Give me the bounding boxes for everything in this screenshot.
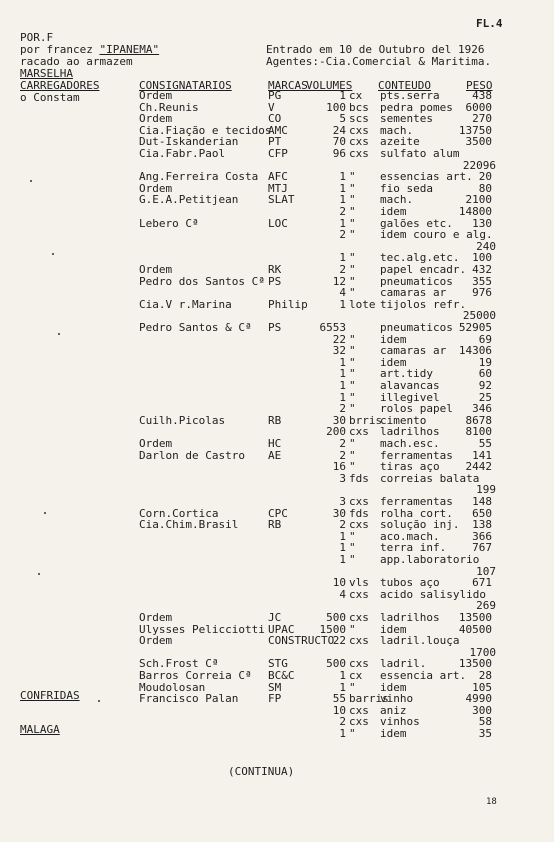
content-cell: tijolos refr. xyxy=(380,298,467,311)
volume-unit-cell: cxs xyxy=(349,135,369,148)
weight-cell: 650 xyxy=(472,507,492,520)
volume-unit-cell: cxs xyxy=(349,657,369,670)
volume-unit-cell: " xyxy=(349,275,356,288)
content-cell: terra inf. xyxy=(380,541,447,554)
manifest-row xyxy=(0,380,554,392)
consignee-cell: Ch.Reunis xyxy=(139,101,199,114)
mark-cell: CFP xyxy=(268,147,288,160)
volume-qty-cell: 200 xyxy=(326,425,346,438)
volume-qty-cell: 16 xyxy=(332,460,346,473)
weight-cell: 13750 xyxy=(458,124,492,137)
volume-unit-cell: " xyxy=(349,379,356,392)
volume-qty-cell: 6553 xyxy=(319,321,346,334)
content-cell: ladrilhos xyxy=(380,425,440,438)
weight-cell: 4990 xyxy=(465,692,492,705)
content-cell: ladril. xyxy=(380,657,427,670)
consignee-cell: G.E.A.Petitjean xyxy=(139,193,239,206)
mark-cell: Philip xyxy=(268,298,308,311)
content-cell: mach. xyxy=(380,124,414,137)
volume-unit-cell: " xyxy=(349,553,356,566)
content-cell: pneumaticos xyxy=(380,275,453,288)
volume-unit-cell: " xyxy=(349,402,356,415)
col-conteudo: CONTEUDO xyxy=(378,79,431,92)
mark-cell: LOC xyxy=(268,217,288,230)
volume-unit-cell: cxs xyxy=(349,518,369,531)
weight-cell: 105 xyxy=(472,681,492,694)
mark-cell: UPAC xyxy=(268,623,295,636)
volume-unit-cell: " xyxy=(349,449,356,462)
content-cell: vinho xyxy=(380,692,414,705)
content-cell: camaras ar xyxy=(380,344,447,357)
volume-unit-cell: cx xyxy=(349,89,363,102)
consignee-cell: Ordem xyxy=(139,611,173,624)
col-carregadores: CARREGADORES xyxy=(20,79,100,92)
consignee-cell: Ordem xyxy=(139,182,173,195)
col-peso: PESO xyxy=(466,79,493,92)
content-cell: ferramentas xyxy=(380,449,453,462)
weight-cell: 58 xyxy=(478,715,492,728)
mark-cell: AFC xyxy=(268,170,288,183)
volume-qty-cell: 96 xyxy=(332,147,346,160)
weight-cell: 100 xyxy=(472,251,492,264)
weight-cell: 366 xyxy=(472,530,492,543)
volume-unit-cell: cxs xyxy=(349,588,369,601)
content-cell: aco.mach. xyxy=(380,530,440,543)
manifest-row xyxy=(0,368,554,380)
weight-cell: 19 xyxy=(478,356,492,369)
mark-cell: CONSTRUCTO xyxy=(268,634,335,647)
volume-qty-cell: 1 xyxy=(339,681,346,694)
volume-qty-cell: 24 xyxy=(332,124,346,137)
volume-qty-cell: 10 xyxy=(332,576,346,589)
consignee-cell: Pedro Santos & Cª xyxy=(139,321,252,334)
weight-cell: 35 xyxy=(478,727,492,740)
manifest-row xyxy=(0,519,554,531)
volume-unit-cell: cx xyxy=(349,669,363,682)
margin-dot xyxy=(44,512,46,514)
volume-unit-cell: cxs xyxy=(349,425,369,438)
consignee-cell: Ang.Ferreira Costa xyxy=(139,170,259,183)
content-cell: idem xyxy=(380,356,407,369)
weight-cell: 438 xyxy=(472,89,492,102)
weight-cell: 13500 xyxy=(458,657,492,670)
volume-qty-cell: 1 xyxy=(339,367,346,380)
mark-cell: FP xyxy=(268,692,282,705)
subtotal-cell: 25000 xyxy=(462,309,496,322)
content-cell: illegivel xyxy=(380,391,440,404)
content-cell: idem xyxy=(380,333,407,346)
header-line-1: POR.F xyxy=(20,31,54,44)
mark-cell: JC xyxy=(268,611,282,624)
volume-unit-cell: cxs xyxy=(349,634,369,647)
content-cell: papel encadr. xyxy=(380,263,467,276)
volume-qty-cell: 2 xyxy=(339,205,346,218)
mark-cell: RK xyxy=(268,263,282,276)
mark-cell: CO xyxy=(268,112,282,125)
mark-cell: RB xyxy=(268,518,282,531)
col-volumes: VOLUMES xyxy=(306,79,353,92)
volume-unit-cell: " xyxy=(349,193,356,206)
weight-cell: 355 xyxy=(472,275,492,288)
header-line-3: racado ao armazem xyxy=(20,55,133,68)
consignee-cell: Ordem xyxy=(139,263,173,276)
weight-cell: 60 xyxy=(478,367,492,380)
page-number: FL.4 xyxy=(476,17,503,30)
weight-cell: 69 xyxy=(478,333,492,346)
weight-cell: 976 xyxy=(472,286,492,299)
weight-cell: 130 xyxy=(472,217,492,230)
volume-unit-cell: " xyxy=(349,217,356,230)
header-line-2-prefix: por francez xyxy=(20,43,100,56)
weight-cell: 52905 xyxy=(458,321,492,334)
weight-cell: 148 xyxy=(472,495,492,508)
content-cell: tec.alg.etc. xyxy=(380,251,460,264)
content-cell: idem xyxy=(380,205,407,218)
port-second: CONFRIDAS xyxy=(20,689,80,702)
mark-cell: PS xyxy=(268,321,282,334)
volume-qty-cell: 1 xyxy=(339,530,346,543)
mark-cell: PS xyxy=(268,275,282,288)
volume-qty-cell: 3 xyxy=(339,495,346,508)
mark-cell: AMC xyxy=(268,124,288,137)
weight-cell: 300 xyxy=(472,704,492,717)
continua-label: (CONTINUA) xyxy=(228,765,295,778)
volume-qty-cell: 1 xyxy=(339,217,346,230)
entry-date: Entrado em 10 de Outubro del 1926 xyxy=(266,43,485,56)
weight-cell: 92 xyxy=(478,379,492,392)
volume-unit-cell: " xyxy=(349,530,356,543)
weight-cell: 432 xyxy=(472,263,492,276)
volume-unit-cell: lote xyxy=(349,298,376,311)
subtotal-cell: 199 xyxy=(476,483,496,496)
volume-qty-cell: 2 xyxy=(339,518,346,531)
volume-qty-cell: 1 xyxy=(339,89,346,102)
weight-cell: 671 xyxy=(472,576,492,589)
weight-cell: 2442 xyxy=(465,460,492,473)
margin-dot xyxy=(58,333,60,335)
weight-cell: 3500 xyxy=(465,135,492,148)
weight-cell: 80 xyxy=(478,182,492,195)
volume-qty-cell: 1 xyxy=(339,170,346,183)
consignee-cell: Dut-Iskanderian xyxy=(139,135,239,148)
weight-cell: 767 xyxy=(472,541,492,554)
content-cell: solução inj. xyxy=(380,518,460,531)
content-cell: mach.esc. xyxy=(380,437,440,450)
margin-dot xyxy=(38,573,40,575)
volume-unit-cell: " xyxy=(349,344,356,357)
consignee-cell: Cia.V r.Marina xyxy=(139,298,232,311)
volume-unit-cell: cxs xyxy=(349,495,369,508)
consignee-cell: Ordem xyxy=(139,112,173,125)
consignee-cell: Ordem xyxy=(139,437,173,450)
weight-cell: 13500 xyxy=(458,611,492,624)
volume-qty-cell: 30 xyxy=(332,507,346,520)
volume-qty-cell: 1 xyxy=(339,298,346,311)
volume-qty-cell: 70 xyxy=(332,135,346,148)
content-cell: fio seda xyxy=(380,182,433,195)
content-cell: aniz xyxy=(380,704,407,717)
volume-unit-cell: " xyxy=(349,541,356,554)
mark-cell: V xyxy=(268,101,275,114)
volume-qty-cell: 4 xyxy=(339,286,346,299)
mark-cell: BC&C xyxy=(268,669,295,682)
col-marcas: MARCAS xyxy=(268,79,308,92)
volume-unit-cell: fds xyxy=(349,507,369,520)
consignee-cell: Sch.Frost Cª xyxy=(139,657,219,670)
manifest-row xyxy=(0,728,554,740)
volume-qty-cell: 1 xyxy=(339,553,346,566)
volume-qty-cell: 3 xyxy=(339,472,346,485)
mark-cell: HC xyxy=(268,437,282,450)
content-cell: idem xyxy=(380,727,407,740)
content-cell: camaras ar xyxy=(380,286,447,299)
subtotal-cell: 240 xyxy=(476,240,496,253)
weight-cell: 6000 xyxy=(465,101,492,114)
weight-cell: 8678 xyxy=(465,414,492,427)
volume-qty-cell: 2 xyxy=(339,228,346,241)
content-cell: idem xyxy=(380,681,407,694)
volume-qty-cell: 500 xyxy=(326,611,346,624)
content-cell: correias balata xyxy=(380,472,480,485)
volume-unit-cell: " xyxy=(349,727,356,740)
weight-cell: 20 xyxy=(478,170,492,183)
volume-qty-cell: 1 xyxy=(339,356,346,369)
volume-qty-cell: 55 xyxy=(332,692,346,705)
volume-unit-cell: " xyxy=(349,460,356,473)
mark-cell: CPC xyxy=(268,507,288,520)
ship-name: "IPANEMA" xyxy=(99,43,160,56)
volume-qty-cell: 1 xyxy=(339,727,346,740)
content-cell: ladril.louça xyxy=(380,634,460,647)
volume-qty-cell: 2 xyxy=(339,715,346,728)
weight-cell: 8100 xyxy=(465,425,492,438)
volume-unit-cell: barris xyxy=(349,692,389,705)
manifest-row xyxy=(0,345,554,357)
volume-unit-cell: " xyxy=(349,263,356,276)
consignee-cell: Cia.Fiação e tecidos xyxy=(139,124,272,137)
volume-qty-cell: 2 xyxy=(339,449,346,462)
mark-cell: STG xyxy=(268,657,288,670)
content-cell: pneumaticos xyxy=(380,321,453,334)
subtotal-cell: 269 xyxy=(476,599,496,612)
weight-cell: 14306 xyxy=(458,344,492,357)
consignee-cell: Cia.Chim.Brasil xyxy=(139,518,239,531)
content-cell: cimento xyxy=(380,414,427,427)
weight-cell: 40500 xyxy=(458,623,492,636)
weight-cell: 2100 xyxy=(465,193,492,206)
manifest-row xyxy=(0,484,554,496)
volume-qty-cell: 2 xyxy=(339,263,346,276)
content-cell: essencia art. xyxy=(380,669,467,682)
content-cell: tubos aço xyxy=(380,576,440,589)
content-cell: pts.serra xyxy=(380,89,440,102)
volume-qty-cell: 1 xyxy=(339,391,346,404)
carregador-name: o Constam xyxy=(20,91,80,104)
mark-cell: AE xyxy=(268,449,282,462)
volume-qty-cell: 100 xyxy=(326,101,346,114)
margin-dot xyxy=(30,180,32,182)
content-cell: mach. xyxy=(380,193,414,206)
weight-cell: 28 xyxy=(478,669,492,682)
content-cell: tiras aço xyxy=(380,460,440,473)
manifest-row xyxy=(0,554,554,566)
agents: Agentes:-Cia.Comercial & Maritima. xyxy=(266,55,492,68)
col-consignatarios: CONSIGNATARIOS xyxy=(139,79,232,92)
mark-cell: RB xyxy=(268,414,282,427)
consignee-cell: Pedro dos Santos Cª xyxy=(139,275,265,288)
content-cell: app.laboratorio xyxy=(380,553,480,566)
volume-unit-cell: cxs xyxy=(349,704,369,717)
consignee-cell: Darlon de Castro xyxy=(139,449,245,462)
content-cell: azeite xyxy=(380,135,420,148)
weight-cell: 14800 xyxy=(458,205,492,218)
consignee-cell: Francisco Palan xyxy=(139,692,239,705)
weight-cell: 138 xyxy=(472,518,492,531)
consignee-cell: Ulysses Pelicciotti xyxy=(139,623,265,636)
volume-unit-cell: " xyxy=(349,170,356,183)
content-cell: vinhos xyxy=(380,715,420,728)
content-cell: rolha cort. xyxy=(380,507,453,520)
mark-cell: PG xyxy=(268,89,282,102)
volume-qty-cell: 1 xyxy=(339,182,346,195)
volume-qty-cell: 1 xyxy=(339,379,346,392)
consignee-cell: Ordem xyxy=(139,89,173,102)
volume-unit-cell: " xyxy=(349,356,356,369)
content-cell: idem xyxy=(380,623,407,636)
content-cell: acido salisylido xyxy=(380,588,486,601)
consignee-cell: Cuilh.Picolas xyxy=(139,414,226,427)
content-cell: idem couro e alg. xyxy=(380,228,493,241)
consignee-cell: Moudolosan xyxy=(139,681,206,694)
content-cell: alavancas xyxy=(380,379,440,392)
volume-unit-cell: " xyxy=(349,391,356,404)
volume-unit-cell: scs xyxy=(349,112,369,125)
volume-qty-cell: 32 xyxy=(332,344,346,357)
consignee-cell: Corn.Cortica xyxy=(139,507,219,520)
volume-unit-cell: cxs xyxy=(349,715,369,728)
volume-unit-cell: " xyxy=(349,286,356,299)
manifest-row xyxy=(0,693,554,705)
content-cell: rolos papel xyxy=(380,402,453,415)
port-malaga: MALAGA xyxy=(20,723,60,736)
volume-qty-cell: 2 xyxy=(339,402,346,415)
content-cell: art.tidy xyxy=(380,367,433,380)
volume-unit-cell: " xyxy=(349,182,356,195)
consignee-cell: Ordem xyxy=(139,634,173,647)
volume-unit-cell: " xyxy=(349,623,356,636)
volume-qty-cell: 1 xyxy=(339,193,346,206)
manifest-row xyxy=(0,229,554,241)
weight-cell: 346 xyxy=(472,402,492,415)
manifest-row xyxy=(0,716,554,728)
mark-cell: SM xyxy=(268,681,282,694)
weight-cell: 25 xyxy=(478,391,492,404)
weight-cell: 55 xyxy=(478,437,492,450)
manifest-row xyxy=(0,322,554,334)
volume-unit-cell: " xyxy=(349,437,356,450)
volume-unit-cell: " xyxy=(349,251,356,264)
volume-unit-cell: cxs xyxy=(349,124,369,137)
mark-cell: MTJ xyxy=(268,182,288,195)
volume-qty-cell: 2 xyxy=(339,437,346,450)
consignee-cell: Barros Correia Cª xyxy=(139,669,252,682)
volume-qty-cell: 500 xyxy=(326,657,346,670)
volume-unit-cell: fds xyxy=(349,472,369,485)
volume-qty-cell: 30 xyxy=(332,414,346,427)
mark-cell: PT xyxy=(268,135,282,148)
volume-unit-cell: cxs xyxy=(349,611,369,624)
volume-qty-cell: 5 xyxy=(339,112,346,125)
volume-unit-cell: bcs xyxy=(349,101,369,114)
weight-cell: 141 xyxy=(472,449,492,462)
content-cell: essencias art. xyxy=(380,170,473,183)
volume-qty-cell: 12 xyxy=(332,275,346,288)
volume-qty-cell: 1 xyxy=(339,251,346,264)
volume-qty-cell: 22 xyxy=(332,634,346,647)
volume-qty-cell: 22 xyxy=(332,333,346,346)
volume-qty-cell: 4 xyxy=(339,588,346,601)
subtotal-cell: 107 xyxy=(476,565,496,578)
volume-qty-cell: 1 xyxy=(339,669,346,682)
content-cell: ladrilhos xyxy=(380,611,440,624)
content-cell: pedra pomes xyxy=(380,101,453,114)
subtotal-cell: 1700 xyxy=(469,646,496,659)
volume-unit-cell: " xyxy=(349,681,356,694)
volume-qty-cell: 1500 xyxy=(319,623,346,636)
volume-unit-cell: vls xyxy=(349,576,369,589)
margin-dot xyxy=(98,700,100,702)
volume-unit-cell: " xyxy=(349,205,356,218)
volume-qty-cell: 1 xyxy=(339,541,346,554)
volume-unit-cell: brris xyxy=(349,414,383,427)
mark-cell: SLAT xyxy=(268,193,295,206)
volume-unit-cell: " xyxy=(349,228,356,241)
volume-qty-cell: 10 xyxy=(332,704,346,717)
port-marselha: MARSELHA xyxy=(20,67,73,80)
volume-unit-cell: cxs xyxy=(349,147,369,160)
weight-cell: 270 xyxy=(472,112,492,125)
content-cell: sementes xyxy=(380,112,433,125)
content-cell: galões etc. xyxy=(380,217,453,230)
volume-unit-cell: " xyxy=(349,367,356,380)
footer-mark: 18 xyxy=(486,797,497,807)
volume-unit-cell: " xyxy=(349,333,356,346)
content-cell: sulfato alum xyxy=(380,147,460,160)
margin-dot xyxy=(52,253,54,255)
subtotal-cell: 22096 xyxy=(462,159,496,172)
consignee-cell: Lebero Cª xyxy=(139,217,199,230)
content-cell: ferramentas xyxy=(380,495,453,508)
consignee-cell: Cia.Fabr.Paol xyxy=(139,147,226,160)
